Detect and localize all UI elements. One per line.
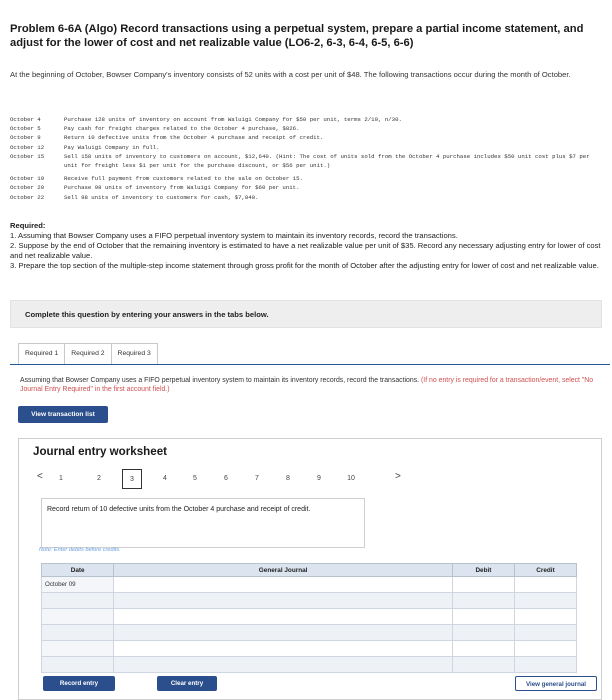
transaction-row bbox=[10, 174, 606, 183]
transaction-row bbox=[10, 183, 606, 192]
worksheet-title: Journal entry worksheet bbox=[33, 445, 168, 458]
required-item: 3. Prepare the top section of the multiple-step income statement through gross profit for the month of October after the adjusting entry for lower of cost and net realizable value. bbox=[10, 261, 599, 270]
account-cell[interactable] bbox=[114, 625, 453, 641]
problem-title: Problem 6-6A (Algo) Record transactions using a perpetual system, prepare a partial income statement, and adjust for the lower of cost and net realizable value (LO6-2, 6-3, 6-4, 6-5, 6-6) bbox=[10, 23, 584, 49]
problem-intro: At the beginning of October, Bowser Company's inventory consists of 52 units with a cost per unit of $48. The following transactions occur during the month of October. bbox=[10, 70, 571, 79]
next-arrow-icon[interactable]: > bbox=[395, 471, 401, 482]
transaction-text: Purchase 128 units of inventory on account from Waluigi Company for $50 per unit, terms 2/10, n/30. bbox=[64, 116, 402, 123]
journal-table bbox=[41, 563, 577, 673]
credit-input[interactable] bbox=[515, 577, 576, 592]
page-4[interactable]: 4 bbox=[163, 475, 167, 482]
credit-input[interactable] bbox=[515, 625, 576, 640]
transaction-text: Purchase 98 units of inventory from Waluigi Company for $60 per unit. bbox=[64, 184, 300, 192]
account-cell[interactable] bbox=[114, 609, 453, 625]
transaction-row bbox=[10, 124, 606, 133]
account-input[interactable] bbox=[114, 641, 452, 656]
credit-cell[interactable] bbox=[514, 593, 576, 609]
table-row bbox=[42, 593, 577, 609]
account-cell[interactable] bbox=[114, 657, 453, 673]
debit-cell[interactable] bbox=[452, 593, 514, 609]
debit-input[interactable] bbox=[453, 609, 514, 624]
credit-input[interactable] bbox=[515, 593, 576, 608]
col-general-journal: General Journal bbox=[114, 564, 453, 577]
col-credit: Credit bbox=[514, 564, 576, 577]
account-input[interactable] bbox=[114, 625, 452, 640]
transaction-row bbox=[10, 143, 606, 152]
table-row bbox=[42, 625, 577, 641]
table-row bbox=[42, 641, 577, 657]
page-6[interactable]: 6 bbox=[224, 475, 228, 482]
instruction-note: (If no entry is required for a transaction/event, select "No Journal Entry Required" in the first account field.) bbox=[20, 377, 594, 393]
view-transaction-list-button[interactable]: View transaction list bbox=[18, 406, 108, 423]
transaction-date: October 19 bbox=[10, 175, 45, 183]
credit-cell[interactable] bbox=[514, 625, 576, 641]
transaction-date: October 22 bbox=[10, 193, 45, 201]
debit-input[interactable] bbox=[453, 593, 514, 608]
account-input[interactable] bbox=[114, 577, 452, 592]
transaction-date: October 5 bbox=[10, 125, 41, 133]
debit-cell[interactable] bbox=[452, 625, 514, 641]
row-date bbox=[42, 641, 114, 657]
transaction-text: Sell 158 units of inventory to customers on account, $12,640. (Hint: The cost of units sold from the October 4 purchase includes $50 unit cost plus $7 per unit for freight less $1 per unit for the purchase discount, or $56 per unit.) bbox=[64, 152, 590, 170]
table-row bbox=[42, 657, 577, 673]
transaction-date: October 15 bbox=[10, 152, 45, 160]
tab-required-2[interactable]: Required 2 bbox=[64, 343, 111, 365]
debit-cell[interactable] bbox=[452, 609, 514, 625]
row-date bbox=[42, 657, 114, 673]
page-5[interactable]: 5 bbox=[193, 475, 197, 482]
required-heading: Required: bbox=[10, 221, 46, 230]
transaction-text: Sell 98 units of inventory to customers for cash, $7,840. bbox=[64, 193, 259, 201]
tab-instructions bbox=[20, 376, 598, 394]
transaction-list bbox=[10, 115, 606, 202]
tab-divider bbox=[10, 364, 610, 365]
credit-cell[interactable] bbox=[514, 577, 576, 593]
transaction-text: Receive full payment from customers related to the sale on October 15. bbox=[64, 175, 303, 183]
clear-entry-button[interactable]: Clear entry bbox=[157, 676, 217, 691]
debit-cell[interactable] bbox=[452, 641, 514, 657]
view-general-journal-button[interactable]: View general journal bbox=[515, 676, 597, 691]
debit-input[interactable] bbox=[453, 641, 514, 656]
page-7[interactable]: 7 bbox=[255, 475, 259, 482]
transaction-row bbox=[10, 152, 606, 170]
transaction-date: October 20 bbox=[10, 184, 45, 192]
transaction-row bbox=[10, 133, 606, 142]
instruction-text: Assuming that Bowser Company uses a FIFO perpetual inventory system to maintain its inventory records, record the transactions. bbox=[20, 377, 420, 384]
debit-cell[interactable] bbox=[452, 657, 514, 673]
account-input[interactable] bbox=[114, 657, 452, 672]
credit-cell[interactable] bbox=[514, 657, 576, 673]
debit-input[interactable] bbox=[453, 577, 514, 592]
credit-cell[interactable] bbox=[514, 609, 576, 625]
account-input[interactable] bbox=[114, 609, 452, 624]
page-3[interactable]: 3 bbox=[122, 469, 142, 489]
tab-required-1[interactable]: Required 1 bbox=[18, 343, 65, 365]
required-section bbox=[10, 221, 602, 271]
account-cell[interactable] bbox=[114, 577, 453, 593]
prev-arrow-icon[interactable]: < bbox=[37, 471, 43, 482]
debit-input[interactable] bbox=[453, 657, 514, 672]
page-1[interactable]: 1 bbox=[59, 475, 63, 482]
entry-description: Record return of 10 defective units from the October 4 purchase and receipt of credit. bbox=[41, 498, 365, 548]
page-10[interactable]: 10 bbox=[347, 475, 355, 482]
transaction-row bbox=[10, 115, 606, 124]
col-debit: Debit bbox=[452, 564, 514, 577]
page-2[interactable]: 2 bbox=[97, 475, 101, 482]
transaction-text: Pay cash for freight charges related to the October 4 purchase, $826. bbox=[64, 125, 300, 133]
account-input[interactable] bbox=[114, 593, 452, 608]
transaction-text: Pay Waluigi Company in full. bbox=[64, 143, 160, 151]
table-row bbox=[42, 577, 577, 593]
credit-input[interactable] bbox=[515, 657, 576, 672]
tab-required-3[interactable]: Required 3 bbox=[111, 343, 158, 365]
debits-note: Note: Enter debits before credits. bbox=[39, 547, 121, 553]
page-9[interactable]: 9 bbox=[317, 475, 321, 482]
transaction-date: October 9 bbox=[10, 134, 41, 142]
debit-input[interactable] bbox=[453, 625, 514, 640]
row-date bbox=[42, 625, 114, 641]
credit-input[interactable] bbox=[515, 609, 576, 624]
row-date bbox=[42, 593, 114, 609]
credit-input[interactable] bbox=[515, 641, 576, 656]
worksheet-pager bbox=[31, 469, 591, 489]
page-8[interactable]: 8 bbox=[286, 475, 290, 482]
table-row bbox=[42, 609, 577, 625]
credit-cell[interactable] bbox=[514, 641, 576, 657]
account-cell[interactable] bbox=[114, 593, 453, 609]
transaction-date: October 4 bbox=[10, 116, 41, 123]
transaction-text: Return 10 defective units from the October 4 purchase and receipt of credit. bbox=[64, 134, 324, 142]
transaction-row bbox=[10, 193, 606, 202]
row-date: October 09 bbox=[42, 577, 114, 593]
transaction-date: October 12 bbox=[10, 143, 45, 151]
col-date: Date bbox=[42, 564, 114, 577]
required-item: 1. Assuming that Bowser Company uses a FIFO perpetual inventory system to maintain its inventory records, record the transactions. bbox=[10, 231, 458, 240]
required-item: 2. Suppose by the end of October that the remaining inventory is estimated to have a net realizable value per unit of $35. Record any necessary adjusting entry for lower of cost and net realizable value. bbox=[10, 241, 601, 260]
required-tabs bbox=[18, 343, 157, 365]
complete-banner: Complete this question by entering your answers in the tabs below. bbox=[10, 300, 602, 328]
record-entry-button[interactable]: Record entry bbox=[43, 676, 115, 691]
row-date bbox=[42, 609, 114, 625]
journal-entry-worksheet bbox=[18, 438, 602, 700]
debit-cell[interactable] bbox=[452, 577, 514, 593]
account-cell[interactable] bbox=[114, 641, 453, 657]
